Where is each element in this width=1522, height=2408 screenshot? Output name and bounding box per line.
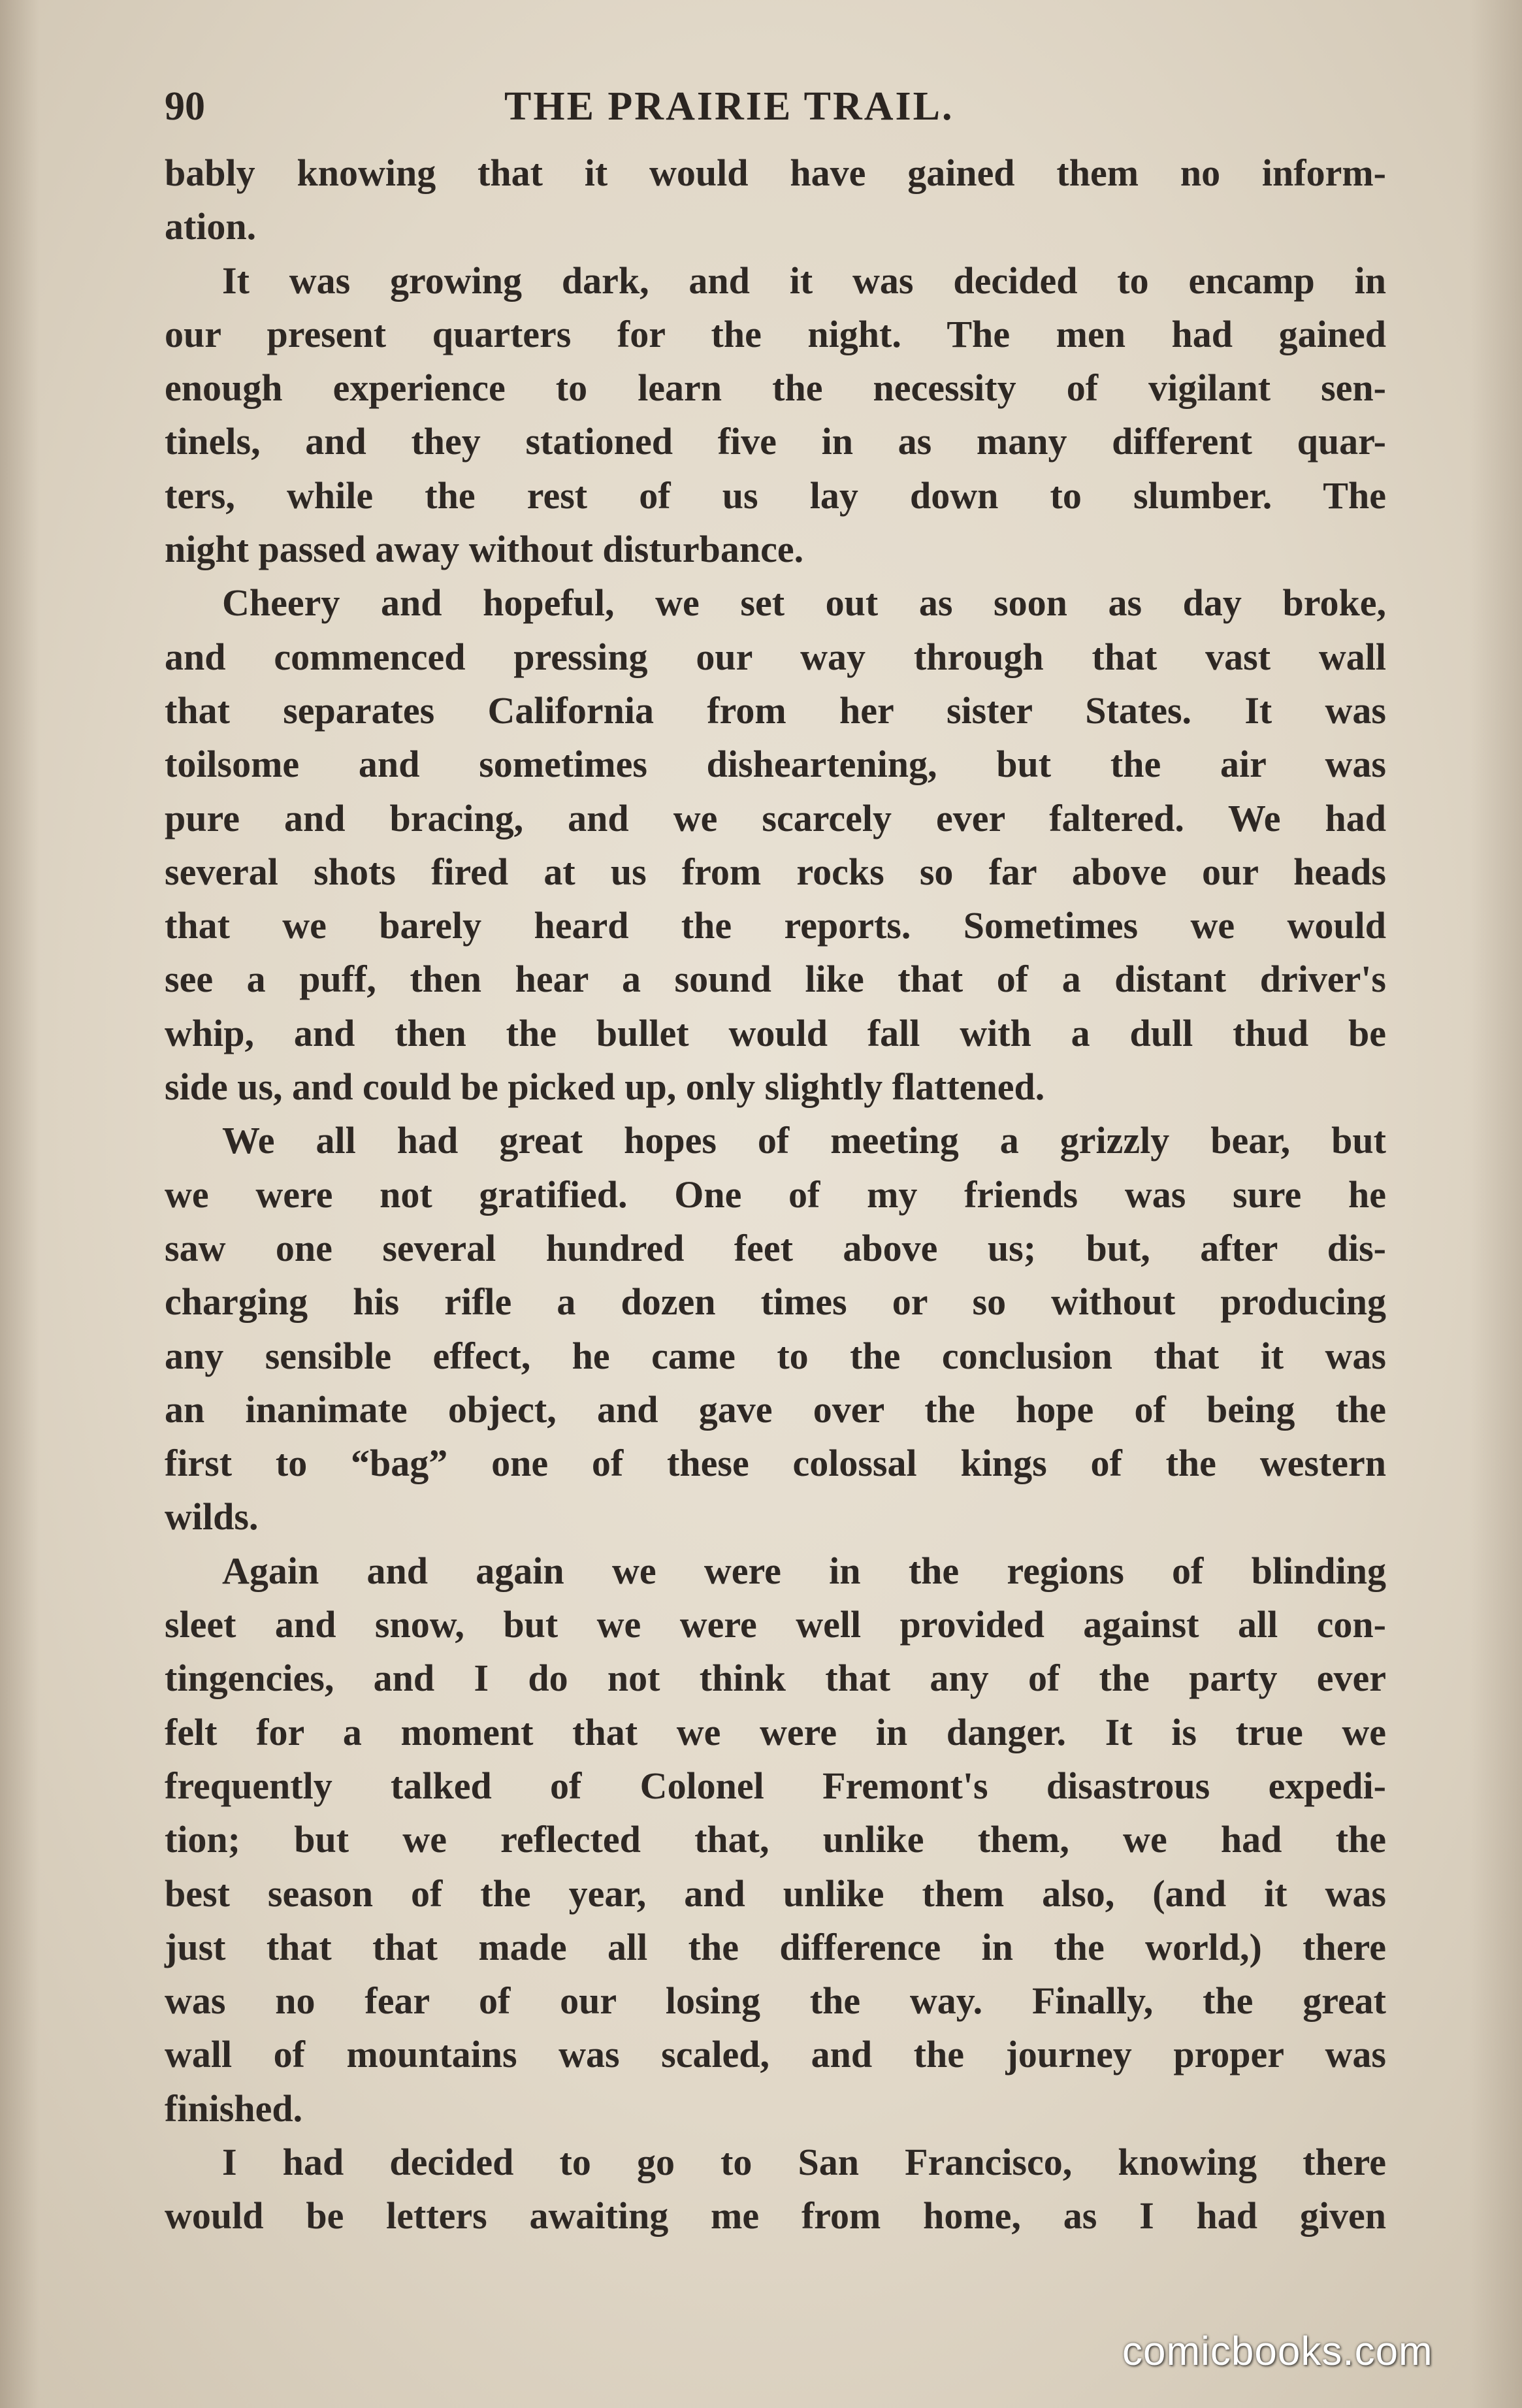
text-line: finished. (165, 2087, 303, 2130)
text-line: that we barely heard the reports. Sometimes we would (165, 904, 1386, 947)
text-line: charging his rifle a dozen times or so without producing (165, 1280, 1386, 1324)
text-line: see a puff, then hear a sound like that of a distant driver's (165, 958, 1386, 1001)
text-line: best season of the year, and unlike them also, (and it was (165, 1872, 1386, 1915)
text-line: an inanimate object, and gave over the hope of being the (165, 1388, 1386, 1431)
text-line: pure and bracing, and we scarcely ever faltered. We had (165, 796, 1386, 839)
text-line: would be letters awaiting me from home, as I had given (165, 2194, 1386, 2237)
text-line: felt for a moment that we were in danger. It is true we (165, 1710, 1386, 1753)
text-line: saw one several hundred feet above us; but, after dis- (165, 1226, 1386, 1269)
page-number: 90 (165, 84, 205, 129)
text-line: was no fear of our losing the way. Finally, the great (165, 1979, 1386, 2023)
text-line: frequently talked of Colonel Fremont's disastrous expedi- (165, 1764, 1386, 1807)
text-line: night passed away without disturbance. (165, 528, 804, 571)
text-line: tingencies, and I do not think that any of the party ever (165, 1657, 1386, 1700)
paragraph-start-line: Again and again we were in the regions of blinding (222, 1549, 1386, 1592)
text-line: bably knowing that it would have gained them no inform- (165, 152, 1386, 194)
paragraph-start-line: We all had great hopes of meeting a grizzly bear, but (222, 1119, 1386, 1162)
running-head: THE PRAIRIE TRAIL. (504, 84, 954, 129)
paragraph-start-line: Cheery and hopeful, we set out as soon as day broke, (222, 581, 1386, 625)
page-edge-shadow (1470, 0, 1522, 2408)
text-line: first to “bag” one of these colossal kings of the western (165, 1442, 1386, 1485)
text-line: we were not gratified. One of my friends was sure he (165, 1173, 1386, 1216)
text-line: wall of mountains was scaled, and the journey proper was (165, 2033, 1386, 2076)
spine-shadow (0, 0, 39, 2408)
paragraph-start-line: I had decided to go to San Francisco, knowing there (222, 2140, 1386, 2183)
paragraph-start-line: It was growing dark, and it was decided to encamp in (222, 259, 1386, 302)
text-line: tion; but we reflected that, unlike them, we had the (165, 1818, 1386, 1861)
text-line: and commenced pressing our way through that vast wall (165, 635, 1386, 678)
text-line: wilds. (165, 1495, 259, 1538)
text-line: ters, while the rest of us lay down to slumber. The (165, 474, 1386, 517)
site-watermark: comicbooks.com (1122, 2329, 1433, 2374)
page-header (165, 77, 1386, 136)
text-line: that separates California from her sister States. It was (165, 689, 1386, 732)
text-line: just that that made all the difference in the world,) there (165, 1925, 1386, 1968)
text-line: our present quarters for the night. The men had gained (165, 312, 1386, 355)
text-line: tinels, and they stationed five in as many different quar- (165, 420, 1386, 463)
text-line: enough experience to learn the necessity of vigilant sen- (165, 366, 1386, 410)
text-line: whip, and then the bullet would fall with a dull thud be (165, 1011, 1386, 1054)
body-text (165, 146, 1386, 2243)
text-line: any sensible effect, he came to the conclusion that it was (165, 1334, 1386, 1377)
text-line: several shots fired at us from rocks so far above our heads (165, 850, 1386, 893)
text-line: ation. (165, 205, 257, 248)
text-line: toilsome and sometimes disheartening, but the air was (165, 743, 1386, 786)
text-line: sleet and snow, but we were well provided against all con- (165, 1603, 1386, 1646)
text-line: side us, and could be picked up, only slightly flattened. (165, 1066, 1045, 1109)
